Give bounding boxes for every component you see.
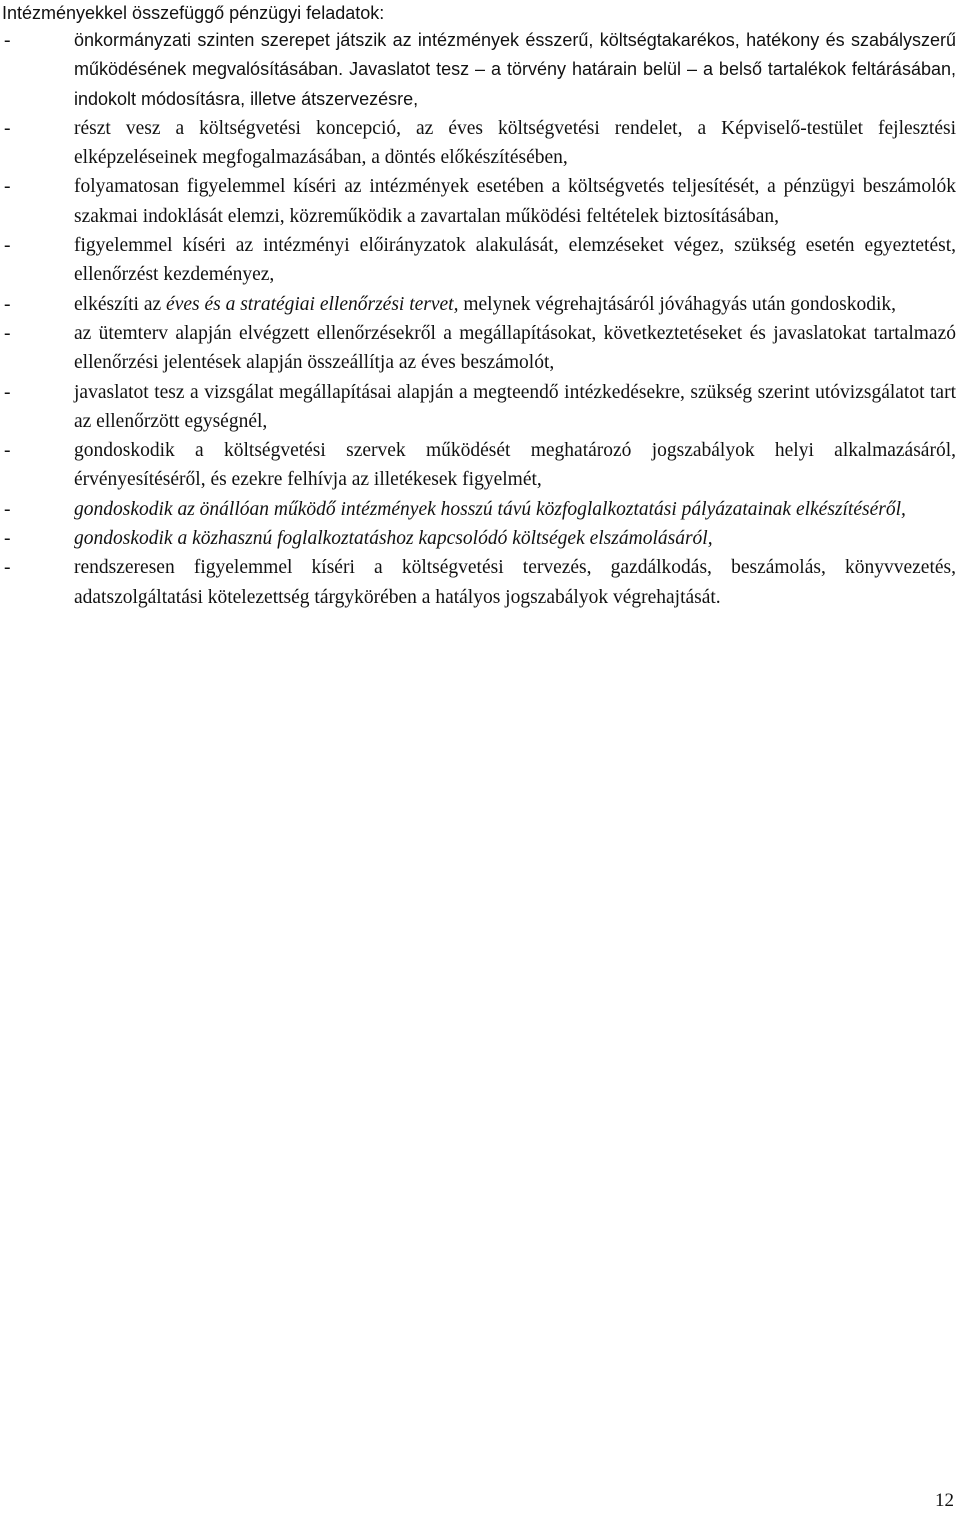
item-text-post: melynek végrehajtásáról jóváhagyás után gondoskodik, (458, 293, 897, 315)
item-text: gondoskodik a költségvetési szervek működését meghatározó jogszabályok helyi alkalmazásáról, érvényesítéséről, és ezekre felhívja az illetékesek figyelmét, (74, 440, 956, 491)
item-text: rendszeresen figyelemmel kíséri a költségvetési tervezés, gazdálkodás, beszámolás, könyvvezetés, adatszolgáltatási kötelezettség tárgykörében a hatályos jogszabályok végrehajtását. (74, 557, 956, 608)
page-number: 12 (935, 1490, 954, 1511)
list-item (0, 290, 956, 319)
list-item (0, 114, 956, 173)
list-item (0, 378, 956, 437)
item-text-italic: éves és a stratégiai ellenőrzési tervet, (166, 293, 459, 315)
list-item (0, 553, 956, 612)
list-item (0, 524, 956, 553)
item-text-pre: elkészíti az (74, 293, 167, 315)
list-item (0, 319, 956, 378)
item-text: önkormányzati szinten szerepet játszik az intézmények ésszerű, költségtakarékos, hatékony és szabályszerű működésének megvalósításában. Javaslatot tesz – a törvény határain belül – a belső tartalékok feltárásában, indokolt módosításra, illetve átszervezésre, (74, 30, 956, 109)
list-item (0, 172, 956, 231)
list-item (0, 26, 956, 114)
item-text-italic: gondoskodik az önállóan működő intézmények hosszú távú közfoglalkoztatási pályázatainak elkészítéséről, (74, 498, 906, 520)
task-list (0, 26, 956, 612)
item-text: javaslatot tesz a vizsgálat megállapításai alapján a megteendő intézkedésekre, szükség szerint utóvizsgálatot tart az ellenőrzött egységnél, (74, 381, 956, 432)
list-item (0, 231, 956, 290)
list-item (0, 495, 956, 524)
item-text: az ütemterv alapján elvégzett ellenőrzésekről a megállapításokat, következtetéseket és javaslatokat tartalmazó ellenőrzési jelentések alapján összeállítja az éves beszámolót, (74, 322, 956, 374)
item-text: figyelemmel kíséri az intézményi előirányzatok alakulását, elemzéseket végez, szükség esetén egyeztetést, ellenőrzést kezdeményez, (74, 235, 956, 286)
list-item (0, 436, 956, 495)
item-text-italic: gondoskodik a közhasznú foglalkoztatáshoz kapcsolódó költségek elszámolásáról, (74, 528, 713, 550)
item-text: folyamatosan figyelemmel kíséri az intézmények esetében a költségvetés teljesítését, a pénzügyi beszámolók szakmai indoklását elemzi, közreműködik a zavartalan működési feltételek biztosításában, (74, 176, 956, 227)
section-heading: Intézményekkel összefüggő pénzügyi feladatok: (2, 3, 385, 23)
item-text: részt vesz a költségvetési koncepció, az éves költségvetési rendelet, a Képviselő-testület fejlesztési elképzeléseinek megfogalmazásában, a döntés előkészítésében, (74, 117, 956, 169)
